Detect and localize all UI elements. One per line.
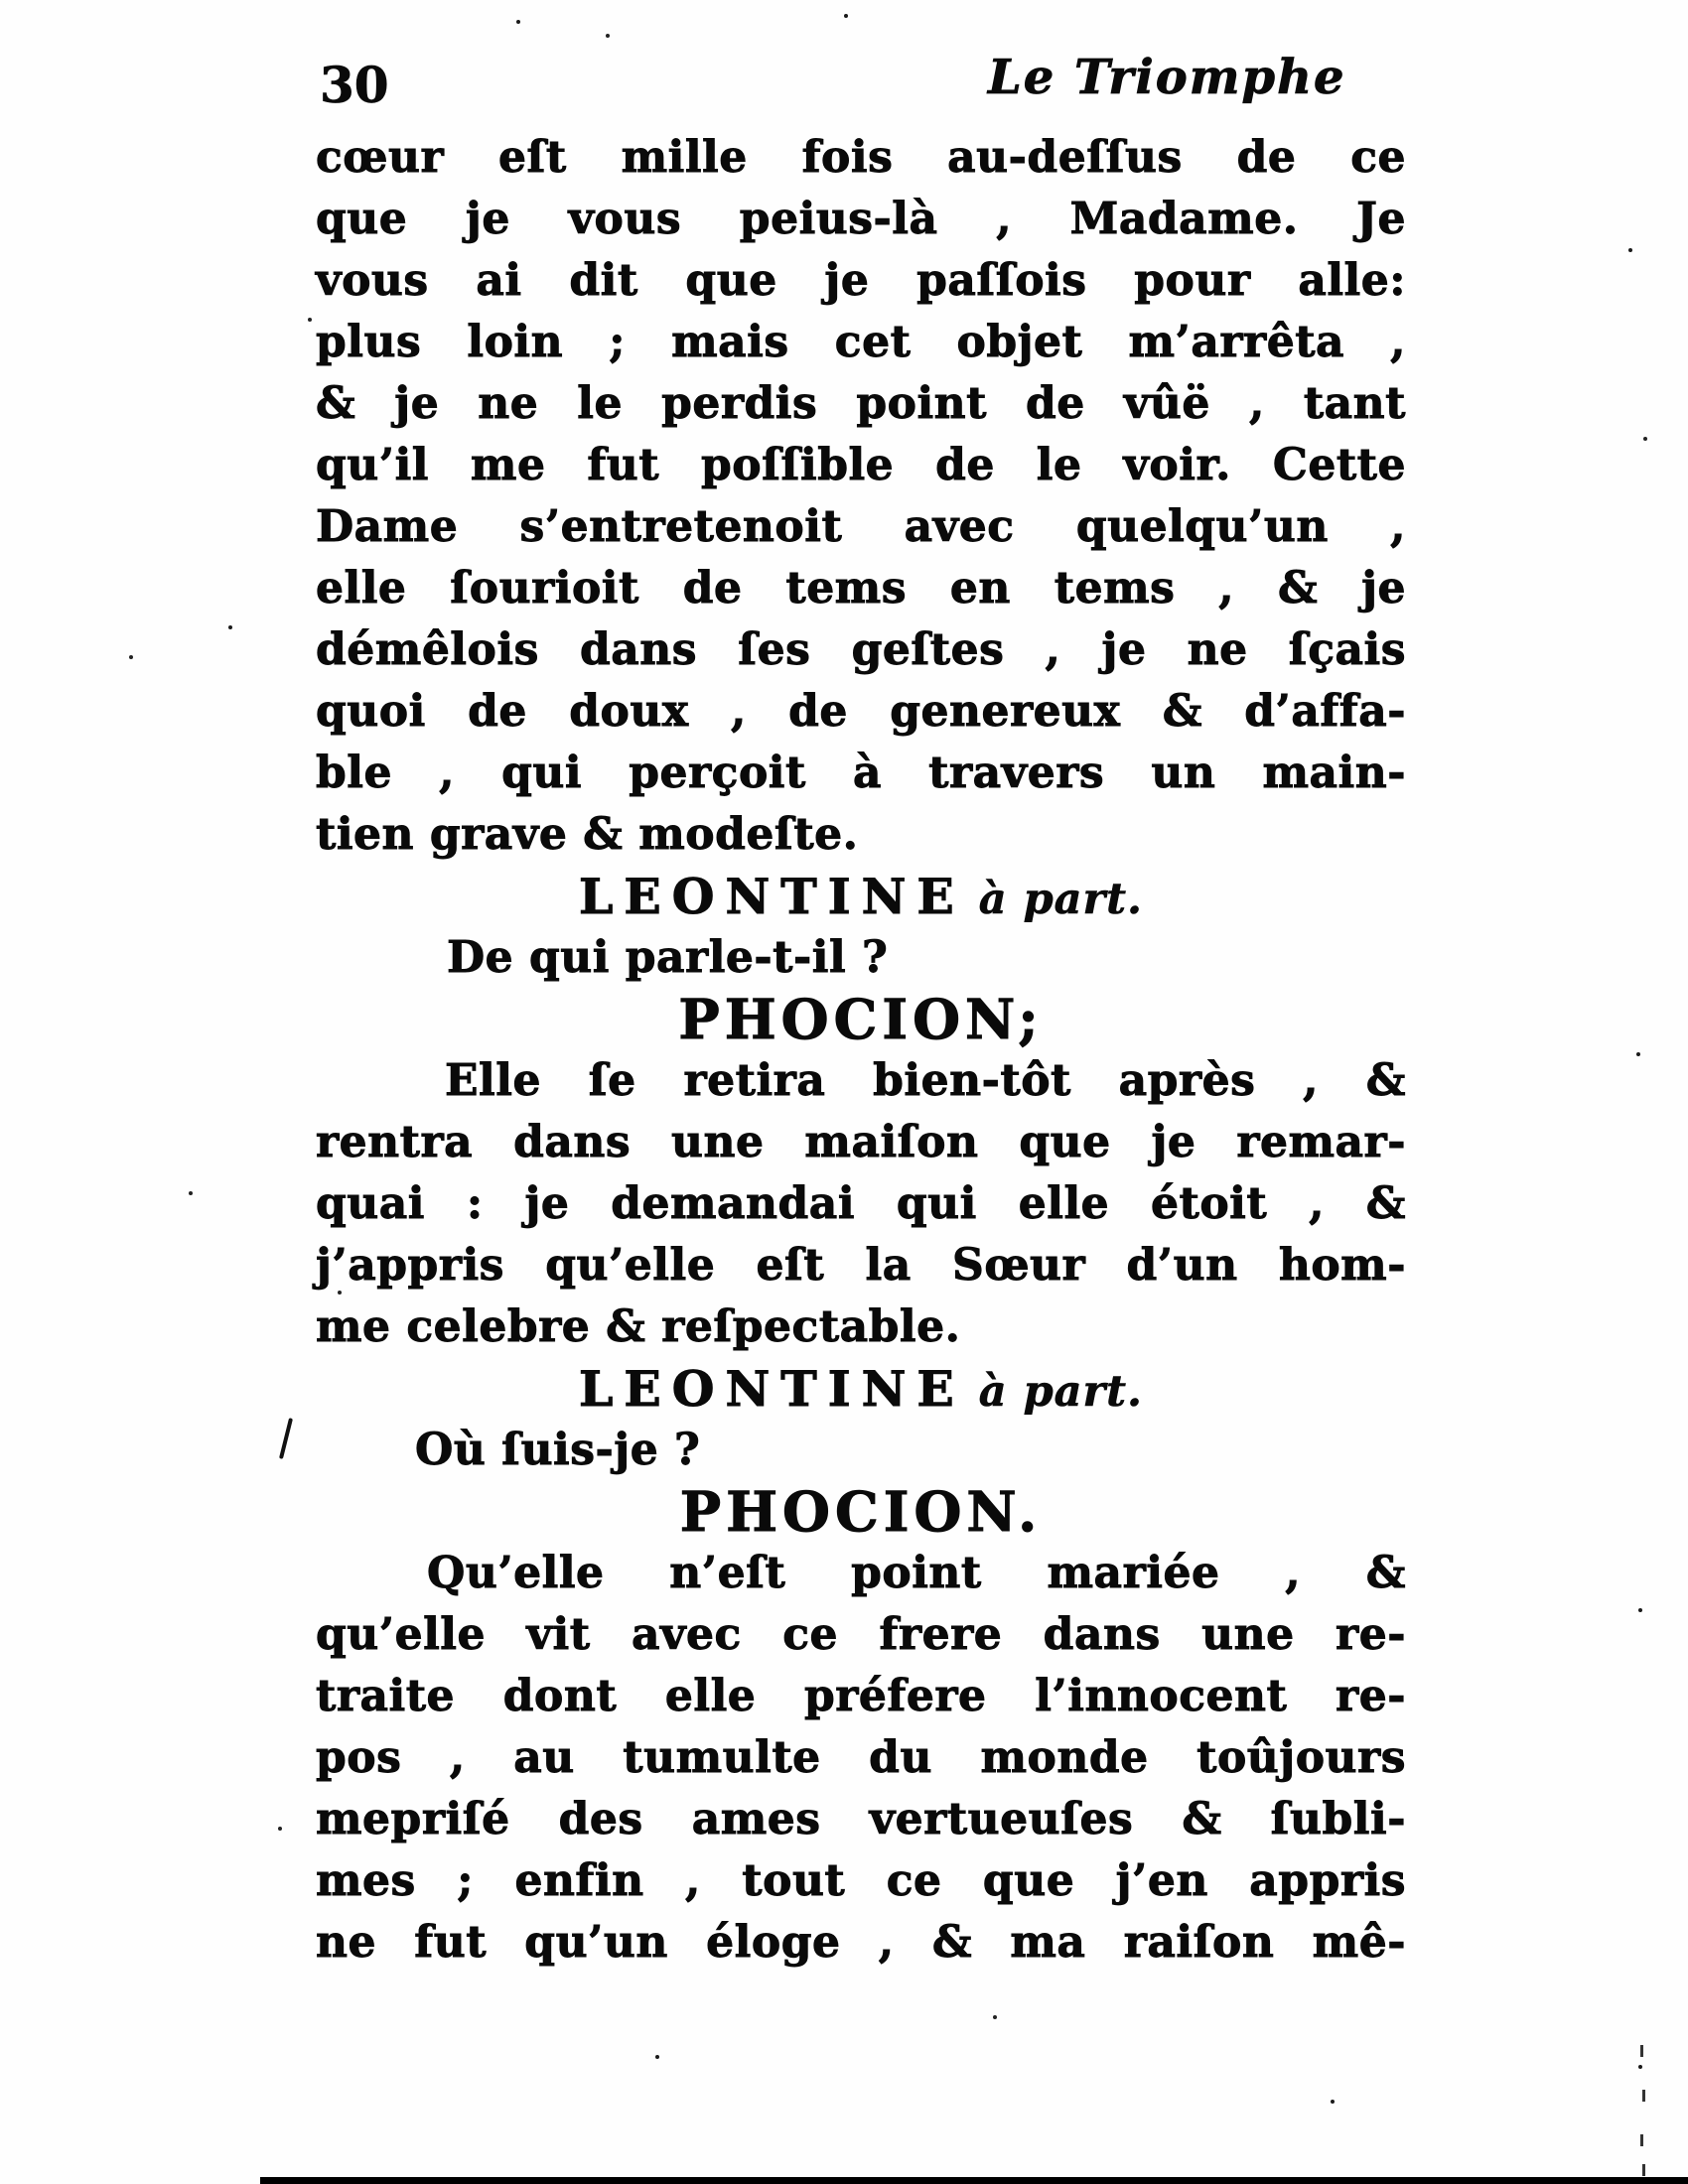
text-line: ne fut qu’un éloge , & ma raiſon mê- [316, 1917, 1406, 1968]
text-line: me celebre & reſpectable. [316, 1301, 961, 1352]
speaker-name: LEONTINE [578, 1360, 965, 1418]
text-line: démêlois dans ſes geſtes , je ne ſçais [316, 624, 1406, 675]
stage-direction: à part. [978, 875, 1144, 924]
speaker-name: PHOCION. [679, 1479, 1043, 1544]
text-line: Qu’elle n’eſt point mariée , & [427, 1548, 1406, 1598]
scan-edge-bar [260, 2177, 1688, 2184]
text-line: Elle ſe retira bien-tôt après , & [445, 1055, 1406, 1106]
speaker-heading [316, 1481, 1406, 1543]
text-line: Où ſuis-je ? [415, 1425, 701, 1475]
scan-edge-noise [1640, 2045, 1643, 2057]
text-line: & je ne le perdis point de vûë , tant [316, 378, 1406, 429]
running-title: Le Triomphe [988, 50, 1346, 105]
page-number: 30 [320, 56, 389, 114]
text-line: quoi de doux , de genereux & d’affa- [316, 686, 1406, 737]
text-line: ble , qui perçoit à travers un main- [316, 748, 1406, 798]
text-line: tien grave & modeſte. [316, 809, 859, 860]
text-line: mepriſé des ames vertueuſes & ſubli- [316, 1794, 1406, 1844]
text-column [316, 127, 1406, 1974]
speaker-heading [316, 989, 1406, 1050]
text-line: quai : je demandai qui elle étoit , & [316, 1178, 1406, 1229]
speaker-heading [316, 1358, 1406, 1420]
text-line: plus loin ; mais cet objet m’arrêta , [316, 317, 1406, 367]
text-line: qu’elle vit avec ce frere dans une re- [316, 1609, 1406, 1660]
text-line: cœur eſt mille fois au-deſſus de ce [316, 132, 1406, 183]
text-line: rentra dans une maiſon que je remar- [316, 1117, 1406, 1167]
text-line: Dame s’entretenoit avec quelqu’un , [316, 501, 1406, 552]
stage-direction: à part. [978, 1367, 1144, 1417]
text-line: elle ſourioit de tems en tems , & je [316, 563, 1406, 614]
text-line: pos , au tumulte du monde toûjours [316, 1732, 1406, 1783]
margin-mark [279, 1418, 293, 1459]
text-line: qu’il me fut poſſible de le voir. Cette [316, 440, 1406, 490]
speaker-heading [316, 866, 1406, 927]
text-line: traite dont elle préfere l’innocent re- [316, 1671, 1406, 1721]
text-line: De qui parle-t-il ? [447, 932, 889, 983]
text-line: j’appris qu’elle eſt la Sœur d’un hom- [316, 1240, 1406, 1291]
speaker-name: LEONTINE [578, 868, 965, 925]
text-line: vous ai dit que je paſſois pour alle: [316, 255, 1406, 306]
text-line: mes ; enfin , tout ce que j’en appris [316, 1855, 1406, 1906]
scan-speckles [516, 20, 520, 24]
text-line: que je vous peius-là , Madame. Je [316, 194, 1406, 244]
speaker-name: PHOCION; [678, 987, 1044, 1051]
